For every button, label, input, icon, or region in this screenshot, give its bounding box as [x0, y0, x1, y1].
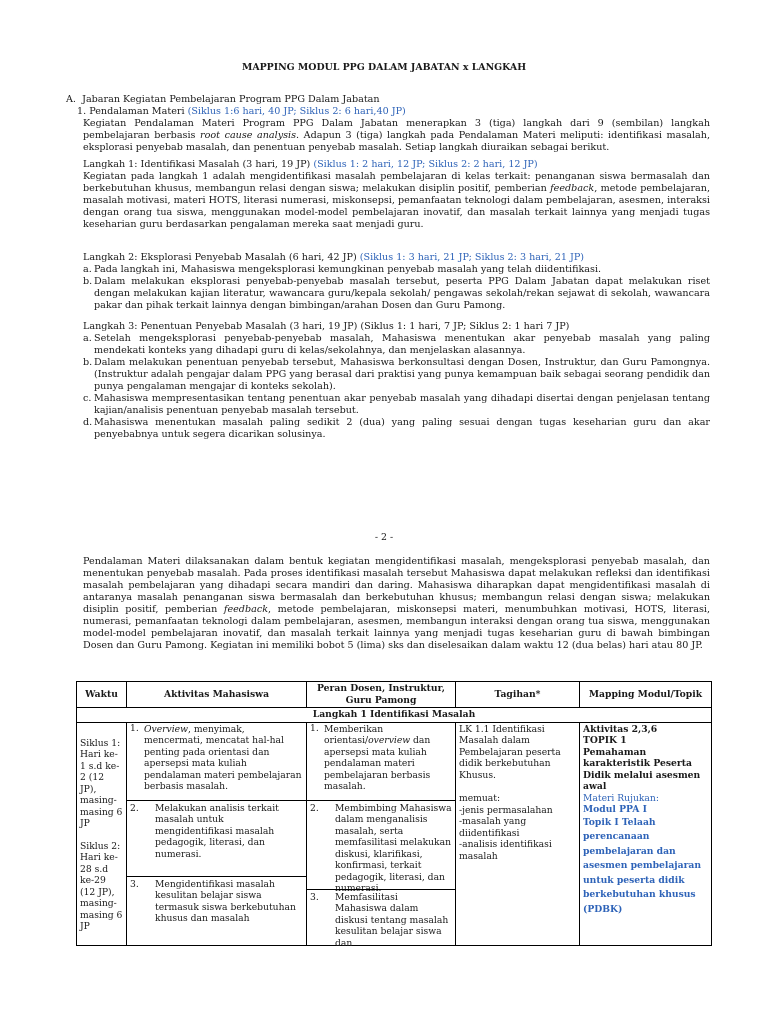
tagihan-item: -masalah yang diidentifikasi	[459, 816, 527, 839]
waktu-cell	[77, 722, 127, 945]
page-2-paragraph: Pendalaman Materi dilaksanakan dalam bentuk kegiatan mengidentifikasi masalah, mengeksplorasi penyebab masalah, dan menentukan penyebab masalah. Pada proses identifikasi masalah tersebut Mahasiswa dapat melakukan refleksi dan identifikasi masalah pembelajaran yang dihadapi secara mandiri dan daring. Mahasiswa diharapkan dapat mengidentifikasi masalah di antaranya masalah penanganan siswa bermasalah dan berkebutuhan khusus; membangun relasi dengan siswa; melakukan disiplin positif, pemberian feedback, metode pembelajaran, miskonsepsi materi, menumbuhkan motivasi, HOTS, literasi, numerasi, pemanfaatan teknologi dalam pembelajaran, asesmen, membangun interaksi dengan orang tua siswa, menggunakan model-model pembelajaran inovatif, dan masalah terkait lainnya yang menjadi tugas keseharian guru di bawah bimbingan Dosen dan Guru Pamong. Kegiatan ini memiliki bobot 5 (lima) sks dan diselesaikan dalam waktu 12 (dua belas) hari atau 80 JP.	[83, 556, 710, 651]
list-item: 3. Mengidentifikasi masalah kesulitan belajar siswa termasuk siswa berkebutuhan khusus dan masalah	[127, 876, 306, 945]
step-3-list	[83, 333, 710, 441]
mapping-modul-topik: Topik I Telaah perencanaan pembelajaran dan asesmen pembelajaran untuk peserta didik berkebutuhan khusus (PDBK)	[583, 816, 702, 915]
aktivitas-list	[130, 723, 303, 945]
header-mapping: Mapping Modul/Topik	[580, 682, 712, 708]
waktu-siklus-2: Siklus 2: Hari ke-28 s.d ke-29 (12 JP), masing-masing 6 JP	[80, 840, 123, 932]
item-1-note: (Siklus 1:6 hari, 40 JP; Siklus 2: 6 hari,40 JP)	[187, 106, 406, 117]
step-1-title: Langkah 1: Identifikasi Masalah (3 hari, 19 JP)	[83, 159, 311, 170]
step-2-note: (Siklus 1: 3 hari, 21 JP; Siklus 2: 3 hari, 21 JP)	[359, 252, 585, 263]
mapping-cell	[580, 722, 712, 945]
page-number: - 2 -	[374, 532, 394, 543]
list-item: a. Setelah mengeksplorasi penyebab-penyebab masalah, Mahasiswa menentukan akar penyebab masalah yang paling mendekati konteks yang dihadapi guru di kelas/sekolahnya, dan menjelaskan alasannya.	[83, 333, 710, 356]
step-2-heading	[83, 252, 710, 264]
list-item: 1. Overview, menyimak, mencermati, mencatat hal-hal penting pada orientasi dan apersepsi mata kuliah pendalaman materi pembelajaran berbasis masalah.	[130, 722, 302, 792]
item-1-title: Pendalaman Materi	[89, 106, 185, 117]
aktivitas-cell	[127, 722, 307, 945]
tagihan-lk: LK 1.1 Identifikasi Masalah dalam Pembelajaran peserta didik berkebutuhan Khusus.	[459, 723, 561, 781]
header-aktivitas: Aktivitas Mahasiswa	[127, 682, 307, 708]
step-1-note: (Siklus 1: 2 hari, 12 JP; Siklus 2: 2 hari, 12 JP)	[313, 159, 538, 170]
mapping-table	[76, 681, 712, 949]
document-title: MAPPING MODUL PPG DALAM JABATAN x LANGKAH	[241, 62, 527, 73]
item-1-heading	[77, 106, 704, 118]
step-3-heading: Langkah 3: Penentuan Penyebab Masalah (3 hari, 19 JP) (Siklus 1: 1 hari, 7 JP; Siklus 2: 1 hari 7 JP)	[83, 321, 570, 332]
step-2-list	[83, 264, 710, 312]
tagihan-memuat: memuat:	[459, 793, 501, 804]
list-item: c. Mahasiswa mempresentasikan tentang penentuan akar penyebab masalah yang dihadapi disertai dengan penjelasan tentang kajian/analisis penentuan penyebab masalah tersebut.	[83, 393, 710, 416]
list-item: 3. Memfasilitasi Mahasiswa dalam diskusi tentang masalah kesulitan belajar siswa dan	[307, 889, 455, 945]
mapping-topik: TOPIK 1	[583, 735, 627, 746]
mapping-rujukan: Materi Rujukan:	[583, 792, 659, 804]
list-item: 1. Memberikan orientasi/overview dan apersepsi mata kuliah pendalaman materi pembelajaran berbasis masalah.	[310, 722, 431, 792]
list-item: d. Mahasiswa menentukan masalah paling sedikit 2 (dua) yang paling sesuai dengan tugas keseharian guru dan akar penyebabnya untuk segera dicarikan solusinya.	[83, 417, 710, 440]
list-item: 2. Melakukan analisis terkait masalah untuk mengidentifikasi masalah pedagogik, literasi, dan numerasi.	[127, 800, 306, 876]
step-1-italic: feedback	[550, 183, 595, 194]
waktu-siklus-1: Siklus 1: Hari ke-1 s.d ke-2 (12 JP), masing-masing 6 JP	[80, 737, 123, 829]
mapping-topik-title: Pemahaman karakteristik Peserta Didik melalui asesmen awal	[583, 746, 701, 792]
mapping-aktivitas: Aktivitas 2,3,6	[583, 723, 658, 735]
section-a-marker: A.	[66, 94, 76, 105]
list-item: b. Dalam melakukan eksplorasi penyebab-penyebab masalah tersebut, peserta PPG Dalam Jabatan dapat melakukan riset dengan melakukan kajian literatur, wawancara guru/kepala sekolah/ pengawas sekolah/rekan sejawat di sekolah, wawancara pakar dan pihak terkait lainnya dengan bimbingan/arahan Dosen dan Guru Pamong.	[83, 276, 710, 311]
tagihan-item: -analisis identifikasi masalah	[459, 839, 552, 862]
list-item: a. Pada langkah ini, Mahasiswa mengeksplorasi kemungkinan penyebab masalah yang telah diidentifikasi.	[83, 264, 602, 275]
step-2-title: Langkah 2: Eksplorasi Penyebab Masalah (6 hari, 42 JP)	[83, 252, 357, 263]
stage-label: Langkah 1 Identifikasi Masalah	[77, 708, 712, 723]
table-header-row	[77, 682, 712, 708]
section-a-title: Jabaran Kegiatan Pembelajaran Program PPG Dalam Jabatan	[82, 94, 380, 105]
page-2-italic: feedback	[223, 604, 269, 615]
intro-italic: root cause analysis.	[200, 130, 300, 141]
step-1-paragraph: Kegiatan pada langkah 1 adalah mengidentifikasi masalah pembelajaran di kelas terkait: penanganan siswa bermasalah dan berkebutuhan khusus, membangun relasi dengan siswa; melakukan disiplin positif, pemberian feedback, metode pembelajaran, masalah motivasi, materi HOTS, literasi numerasi, miskonsepsi, pemanfaatan teknologi dalam pembelajaran, asesmen, interaksi dengan orang tua siswa, menggunakan model-model pembelajaran inovatif, dan masalah terkait lainnya yang menjadi tugas keseharian guru berdasarkan pengalaman mereka saat menjadi guru.	[83, 171, 710, 230]
header-tagihan: Tagihan*	[456, 682, 580, 708]
list-item: b. Dalam melakukan penentuan penyebab tersebut, Mahasiswa berkonsultasi dengan Dosen, Instruktur, dan Guru Pamongnya. (Instruktur adalah pengajar dalam PPG yang berasal dari praktisi yang punya kemampuan baik sebagai seorang pendidik dan punya pengalaman mengajar di konteks sekolah).	[83, 357, 710, 392]
peran-cell	[307, 722, 456, 949]
section-a-heading	[66, 94, 706, 106]
table-row	[77, 722, 712, 945]
intro-paragraph: Kegiatan Pendalaman Materi Program PPG Dalam Jabatan menerapkan 3 (tiga) langkah dari 9 (sembilan) langkah pembelajaran berbasis root cause analysis. Adapun 3 (tiga) langkah pada Pendalaman Materi meliputi: identifikasi masalah, eksplorasi penyebab masalah, dan penentuan penyebab masalah. Setiap langkah diuraikan sebagai berikut.	[83, 118, 710, 153]
tagihan-item: -jenis permasalahan	[459, 804, 553, 816]
step-1-heading	[83, 159, 710, 171]
header-waktu: Waktu	[77, 682, 127, 708]
header-peran: Peran Dosen, Instruktur, Guru Pamong	[307, 682, 456, 708]
list-item: 2. Membimbing Mahasiswa dalam menganalisis masalah, serta memfasilitasi melakukan diskusi, klarifikasi, konfirmasi, terkait pedagogik, literasi, dan numerasi.	[307, 800, 455, 889]
stage-row	[77, 708, 712, 723]
peran-list	[310, 722, 452, 949]
tagihan-cell	[456, 722, 580, 945]
item-1-marker: 1.	[77, 106, 87, 117]
mapping-modul: Modul PPA I	[583, 804, 647, 815]
